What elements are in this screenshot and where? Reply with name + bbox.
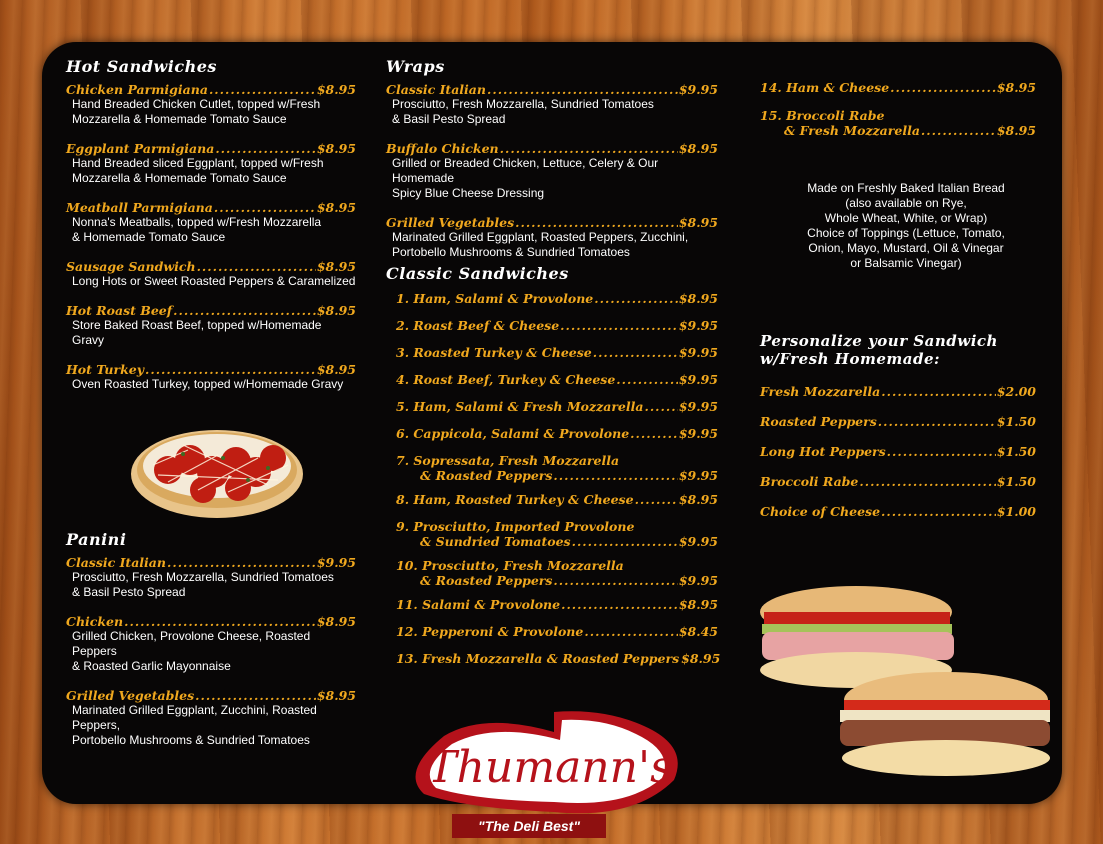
leader-dots xyxy=(173,303,316,318)
item-name: Long Hot Peppers xyxy=(760,444,886,459)
leader-dots xyxy=(124,614,316,629)
item-price: $8.95 xyxy=(678,215,718,230)
item-price: $9.95 xyxy=(678,318,718,333)
item-price: $8.95 xyxy=(316,259,356,274)
item-name: 6. Cappicola, Salami & Provolone xyxy=(396,426,630,441)
topping-item xyxy=(760,504,1036,519)
menu-item xyxy=(386,215,718,260)
item-name: Broccoli Rabe xyxy=(760,474,859,489)
hot-sandwiches-section xyxy=(66,57,356,406)
leader-dots xyxy=(195,688,316,703)
classic-sandwich-item xyxy=(386,492,718,507)
meatball-sandwich-image xyxy=(128,410,306,530)
item-price: $8.95 xyxy=(316,688,356,703)
menu-item xyxy=(66,555,356,600)
item-price: $8.95 xyxy=(996,123,1036,138)
leader-dots xyxy=(881,384,996,399)
logo-wordmark: Thumann's xyxy=(427,742,673,793)
leader-dots xyxy=(881,504,996,519)
menu-item-line xyxy=(396,318,718,333)
leader-dots xyxy=(167,555,316,570)
item-name: 8. Ham, Roasted Turkey & Cheese xyxy=(396,492,634,507)
section-title: Hot Sandwiches xyxy=(66,57,217,76)
leader-dots xyxy=(553,573,677,588)
item-name: Buffalo Chicken xyxy=(386,141,499,156)
topping-item xyxy=(760,384,1036,399)
leader-dots xyxy=(515,215,678,230)
item-name: Grilled Vegetables xyxy=(66,688,195,703)
item-name: 2. Roast Beef & Cheese xyxy=(396,318,560,333)
leader-dots xyxy=(584,624,677,639)
leader-dots xyxy=(197,259,316,274)
item-name: Roasted Peppers xyxy=(760,414,877,429)
personalize-section xyxy=(760,332,1036,534)
topping-item xyxy=(760,414,1036,429)
item-name: Meatball Parmigiana xyxy=(66,200,213,215)
menu-item-line xyxy=(396,399,718,414)
classic-sandwich-item xyxy=(386,318,718,333)
item-description: Prosciutto, Fresh Mozzarella, Sundried Tomatoes & Basil Pesto Spread xyxy=(392,97,654,126)
leader-dots xyxy=(635,492,678,507)
item-price: $1.50 xyxy=(996,444,1036,459)
subs-sandwich-image xyxy=(756,582,1052,786)
item-name: 9. Prosciutto, Imported Provolone xyxy=(396,519,635,534)
classic-continued xyxy=(748,80,1036,147)
menu-item-line xyxy=(386,82,718,97)
leader-dots xyxy=(630,426,678,441)
menu-item-line xyxy=(66,688,356,703)
menu-item-line xyxy=(66,303,356,318)
item-price: $8.45 xyxy=(678,624,718,639)
classic-sandwich-item xyxy=(386,558,718,588)
section-title: Panini xyxy=(66,530,127,549)
section-title: Wraps xyxy=(386,57,445,76)
classic-sandwich-item xyxy=(386,453,718,483)
leader-dots xyxy=(878,414,996,429)
tagline-banner: "The Deli Best" xyxy=(452,814,606,838)
item-price: $9.95 xyxy=(678,534,718,549)
item-description: Oven Roasted Turkey, topped w/Homemade Gravy xyxy=(72,377,344,391)
leader-dots xyxy=(859,474,995,489)
leader-dots xyxy=(500,141,678,156)
item-description: Grilled or Breaded Chicken, Lettuce, Celery & Our Homemade Spicy Blue Cheese Dressing xyxy=(392,156,659,200)
item-name: 1. Ham, Salami & Provolone xyxy=(396,291,594,306)
leader-dots xyxy=(553,468,677,483)
menu-item xyxy=(66,82,356,127)
item-name: 13. Fresh Mozzarella & Roasted Peppers xyxy=(396,651,680,666)
section-title: Classic Sandwiches xyxy=(386,264,569,283)
menu-item-line xyxy=(396,291,718,306)
item-price: $8.95 xyxy=(678,141,718,156)
leader-dots xyxy=(890,80,996,95)
section-title: Personalize your Sandwich xyxy=(760,332,998,350)
item-price: $1.50 xyxy=(996,474,1036,489)
panini-section xyxy=(66,530,356,762)
menu-item xyxy=(66,200,356,245)
menu-item-line xyxy=(386,141,718,156)
item-price: $9.95 xyxy=(678,82,718,97)
item-name: Sausage Sandwich xyxy=(66,259,196,274)
menu-item-line xyxy=(396,345,718,360)
menu-item-line xyxy=(396,597,718,612)
leader-dots xyxy=(644,399,677,414)
menu-item-line xyxy=(760,123,1036,138)
menu-item xyxy=(386,141,718,201)
menu-item xyxy=(66,303,356,348)
menu-item-line xyxy=(396,426,718,441)
item-price: $8.95 xyxy=(316,303,356,318)
classic-sandwich-item xyxy=(386,291,718,306)
menu-item-line xyxy=(66,82,356,97)
item-name: Chicken Parmigiana xyxy=(66,82,208,97)
item-name: 3. Roasted Turkey & Cheese xyxy=(396,345,592,360)
item-name: Hot Roast Beef xyxy=(66,303,173,318)
menu-item-line xyxy=(386,215,718,230)
item-description: Grilled Chicken, Provolone Cheese, Roasted Peppers & Roasted Garlic Mayonnaise xyxy=(72,629,311,673)
menu-item-line xyxy=(66,362,356,377)
item-price: $8.95 xyxy=(316,82,356,97)
item-price: $9.95 xyxy=(678,372,718,387)
item-description: Hand Breaded sliced Eggplant, topped w/Fresh Mozzarella & Homemade Tomato Sauce xyxy=(72,156,324,185)
item-price: $1.00 xyxy=(996,504,1036,519)
item-price: $9.95 xyxy=(678,573,718,588)
leader-dots xyxy=(145,362,316,377)
classic-sandwich-item xyxy=(748,80,1036,95)
menu-item-line xyxy=(396,534,718,549)
wraps-section xyxy=(386,57,718,274)
item-name: Grilled Vegetables xyxy=(386,215,515,230)
classic-sandwich-item xyxy=(386,651,721,666)
item-name: 4. Roast Beef, Turkey & Cheese xyxy=(396,372,616,387)
item-price: $8.95 xyxy=(678,291,718,306)
bread-note: Made on Freshly Baked Italian Bread (also available on Rye, Whole Wheat, White, or Wrap) Choice of Toppings (Lettuce, Tomato, Onion, Mayo, Mustard, Oil & Vinegar or Balsamic Vinegar) xyxy=(807,181,1005,270)
menu-item xyxy=(66,362,356,392)
leader-dots xyxy=(921,123,996,138)
topping-item xyxy=(760,444,1036,459)
item-name: 12. Pepperoni & Provolone xyxy=(396,624,584,639)
item-name: Classic Italian xyxy=(386,82,486,97)
leader-dots xyxy=(561,597,678,612)
item-price: $9.95 xyxy=(678,468,718,483)
leader-dots xyxy=(214,200,316,215)
leader-dots xyxy=(209,82,316,97)
classic-sandwich-item xyxy=(386,372,718,387)
menu-item xyxy=(66,141,356,186)
menu-item-line xyxy=(396,468,718,483)
item-name: 10. Prosciutto, Fresh Mozzarella xyxy=(396,558,624,573)
menu-item-line xyxy=(396,573,718,588)
classic-sandwich-item xyxy=(386,426,718,441)
item-price: $9.95 xyxy=(316,555,356,570)
menu-item-line xyxy=(396,492,718,507)
classic-sandwich-item xyxy=(386,345,718,360)
item-name: & Roasted Peppers xyxy=(420,573,553,588)
item-description: Store Baked Roast Beef, topped w/Homemade Gravy xyxy=(72,318,322,347)
item-price: $8.95 xyxy=(678,492,718,507)
item-price: $9.95 xyxy=(678,426,718,441)
item-name: Hot Turkey xyxy=(66,362,144,377)
menu-item-line xyxy=(760,80,1036,95)
thumanns-logo xyxy=(404,702,700,832)
item-price: $8.95 xyxy=(681,651,721,666)
item-name: Choice of Cheese xyxy=(760,504,881,519)
item-description: Hand Breaded Chicken Cutlet, topped w/Fresh Mozzarella & Homemade Tomato Sauce xyxy=(72,97,321,126)
item-description: Long Hots or Sweet Roasted Peppers & Caramelized xyxy=(72,274,356,288)
section-subtitle: w/Fresh Homemade: xyxy=(760,350,941,368)
item-price: $1.50 xyxy=(996,414,1036,429)
item-description: Marinated Grilled Eggplant, Zucchini, Roasted Peppers, Portobello Mushrooms & Sundried Tomatoes xyxy=(72,703,317,747)
item-price: $8.95 xyxy=(316,200,356,215)
item-price: $8.95 xyxy=(316,362,356,377)
leader-dots xyxy=(593,345,678,360)
leader-dots xyxy=(215,141,316,156)
item-name: 14. Ham & Cheese xyxy=(760,80,890,95)
classic-sandwich-item xyxy=(748,108,1036,138)
item-name: Chicken xyxy=(66,614,124,629)
classic-sandwiches-section xyxy=(386,264,721,678)
item-name: 15. Broccoli Rabe xyxy=(760,108,885,123)
item-name: Classic Italian xyxy=(66,555,166,570)
item-name: Eggplant Parmigiana xyxy=(66,141,215,156)
item-price: $8.95 xyxy=(316,141,356,156)
item-name: 7. Sopressata, Fresh Mozzarella xyxy=(396,453,620,468)
leader-dots xyxy=(487,82,678,97)
leader-dots xyxy=(616,372,678,387)
menu-item-line xyxy=(66,614,356,629)
item-name: 11. Salami & Provolone xyxy=(396,597,561,612)
item-price: $8.95 xyxy=(996,80,1036,95)
menu-item xyxy=(66,614,356,674)
item-name: & Roasted Peppers xyxy=(420,468,553,483)
menu-item-line xyxy=(396,624,718,639)
menu-item-line xyxy=(66,555,356,570)
item-description: Nonna's Meatballs, topped w/Fresh Mozzarella & Homemade Tomato Sauce xyxy=(72,215,322,244)
item-description: Prosciutto, Fresh Mozzarella, Sundried Tomatoes & Basil Pesto Spread xyxy=(72,570,334,599)
menu-item-line xyxy=(66,259,356,274)
menu-item-line xyxy=(396,372,718,387)
item-price: $8.95 xyxy=(316,614,356,629)
leader-dots xyxy=(572,534,678,549)
leader-dots xyxy=(560,318,678,333)
leader-dots xyxy=(887,444,996,459)
menu-item-line xyxy=(396,651,721,666)
item-price: $9.95 xyxy=(678,399,718,414)
menu-item xyxy=(66,688,356,748)
menu-item-line xyxy=(66,200,356,215)
item-description: Marinated Grilled Eggplant, Roasted Peppers, Zucchini, Portobello Mushrooms & Sundried Tomatoes xyxy=(392,230,689,259)
item-price: $9.95 xyxy=(678,345,718,360)
menu-item xyxy=(386,82,718,127)
classic-sandwich-item xyxy=(386,597,718,612)
item-price: $8.95 xyxy=(678,597,718,612)
item-name: & Sundried Tomatoes xyxy=(420,534,571,549)
item-price: $2.00 xyxy=(996,384,1036,399)
item-name: Fresh Mozzarella xyxy=(760,384,881,399)
item-name: & Fresh Mozzarella xyxy=(784,123,920,138)
classic-sandwich-item xyxy=(386,399,718,414)
classic-sandwich-item xyxy=(386,624,718,639)
leader-dots xyxy=(594,291,678,306)
item-name: 5. Ham, Salami & Fresh Mozzarella xyxy=(396,399,644,414)
menu-item-line xyxy=(66,141,356,156)
topping-item xyxy=(760,474,1036,489)
menu-item xyxy=(66,259,356,289)
classic-sandwich-item xyxy=(386,519,718,549)
